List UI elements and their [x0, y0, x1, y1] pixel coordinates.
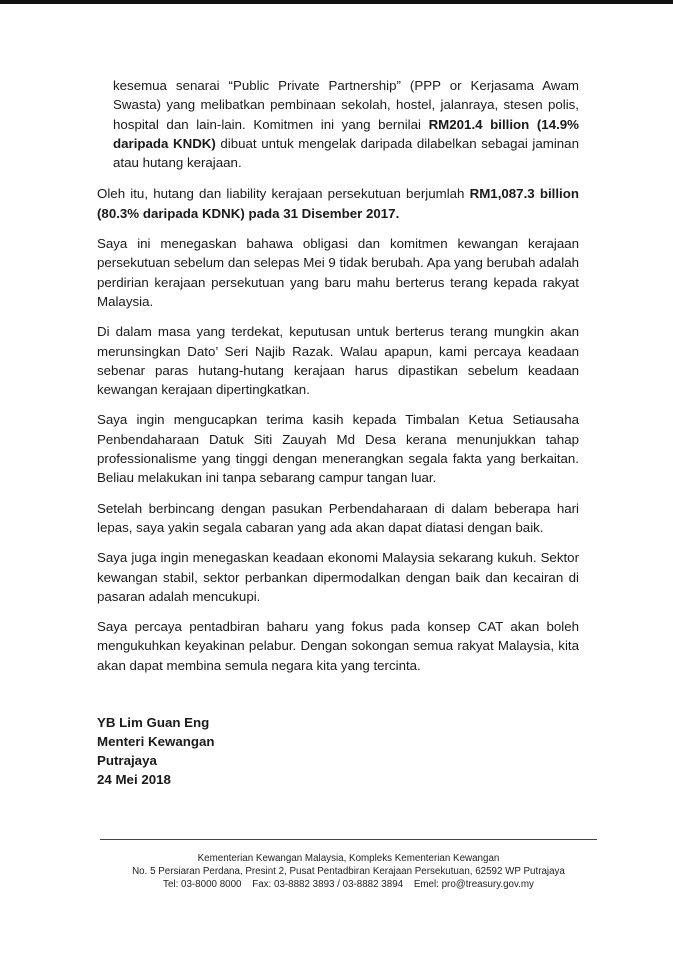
paragraph-cat: Saya percaya pentadbiran baharu yang fokus pada konsep CAT akan boleh mengukuhkan keyakinan pelabur. Dengan sokongan semua rakyat Malaysia, kita akan dapat membina semula negara kita yang tercinta.: [97, 619, 579, 673]
text-segment: Oleh itu, hutang dan liability kerajaan persekutuan berjumlah: [97, 186, 470, 202]
footer-email: Emel: pro@treasury.gov.my: [413, 879, 534, 890]
top-border: [0, 0, 673, 4]
footer-tel: Tel: 03-8000 8000: [163, 879, 242, 890]
bold-amount: RM201.4 billion (14.9% daripada KNDK): [113, 116, 579, 151]
signatory-title: Menteri Kewangan: [97, 734, 215, 749]
paragraph-total-debt: [97, 184, 579, 223]
paragraph-economy: Saya juga ingin menegaskan keadaan ekonomi Malaysia sekarang kukuh. Sektor kewangan stabil, sektor perbankan dipermodalkan dengan baik dan kecairan di pasaran adalah mencukupi.: [97, 550, 579, 604]
signatory-name: YB Lim Guan Eng: [97, 715, 210, 730]
footer-contact: [100, 878, 597, 891]
bold-amount: RM1,087.3 billion (80.3% daripada KDNK) pada 31 Disember 2017.: [97, 186, 579, 221]
paragraph-obligations: Saya ini menegaskan bahawa obligasi dan komitmen kewangan kerajaan persekutuan sebelum dan selepas Mei 9 tidak berubah. Apa yang berubah adalah perdirian kerajaan persekutuan yang baru mahu berterus terang kepada rakyat Malaysia.: [97, 236, 579, 309]
signature-block: [97, 713, 214, 789]
footer-ministry: Kementerian Kewangan Malaysia, Kompleks Kementerian Kewangan: [197, 853, 500, 864]
signature-place: Putrajaya: [97, 753, 157, 768]
paragraph-najib: Di dalam masa yang terdekat, keputusan untuk berterus terang mungkin akan merunsingkan Dato’ Seri Najib Razak. Walau apapun, kami percaya keadaan sebenar paras hutang-hutang kerajaan harus dipastikan sebelum keadaan kewangan kerajaan dipertingkatkan.: [97, 324, 579, 398]
letterhead-footer: [100, 852, 597, 891]
letter-body: [97, 76, 579, 686]
paragraph-ppp: [97, 76, 579, 172]
paragraph-thanks: Saya ingin mengucapkan terima kasih kepada Timbalan Ketua Setiausaha Penbendaharaan Datuk Siti Zauyah Md Desa kerana menunjukkan tahap professionalisme yang tinggi dengan menerangkan segala fakta yang berkaitan. Beliau melakukan ini tanpa sebarang campur tangan luar.: [97, 412, 579, 486]
text-segment: kesemua senarai “Public Private Partnership” (PPP or Kerjasama Awam Swasta) yang melibatkan pembinaan sekolah, hostel, jalanraya, stesen polis, hospital dan lain-lain. Komitmen ini yang bernilai: [113, 78, 579, 132]
text-segment: dibuat untuk mengelak daripada dilabelkan sebagai jaminan atau hutang kerajaan.: [113, 135, 579, 171]
footer-fax: Fax: 03-8882 3893 / 03-8882 3894: [252, 879, 404, 890]
signature-date: 24 Mei 2018: [97, 772, 171, 787]
paragraph-treasury: Setelah berbincang dengan pasukan Perbendaharaan di dalam beberapa hari lepas, saya yakin segala cabaran yang ada akan dapat diatasi dengan baik.: [97, 500, 579, 535]
footer-divider: [100, 839, 597, 840]
footer-address: No. 5 Persiaran Perdana, Presint 2, Pusat Pentadbiran Kerajaan Persekutuan, 62592 WP Putrajaya: [132, 866, 565, 877]
